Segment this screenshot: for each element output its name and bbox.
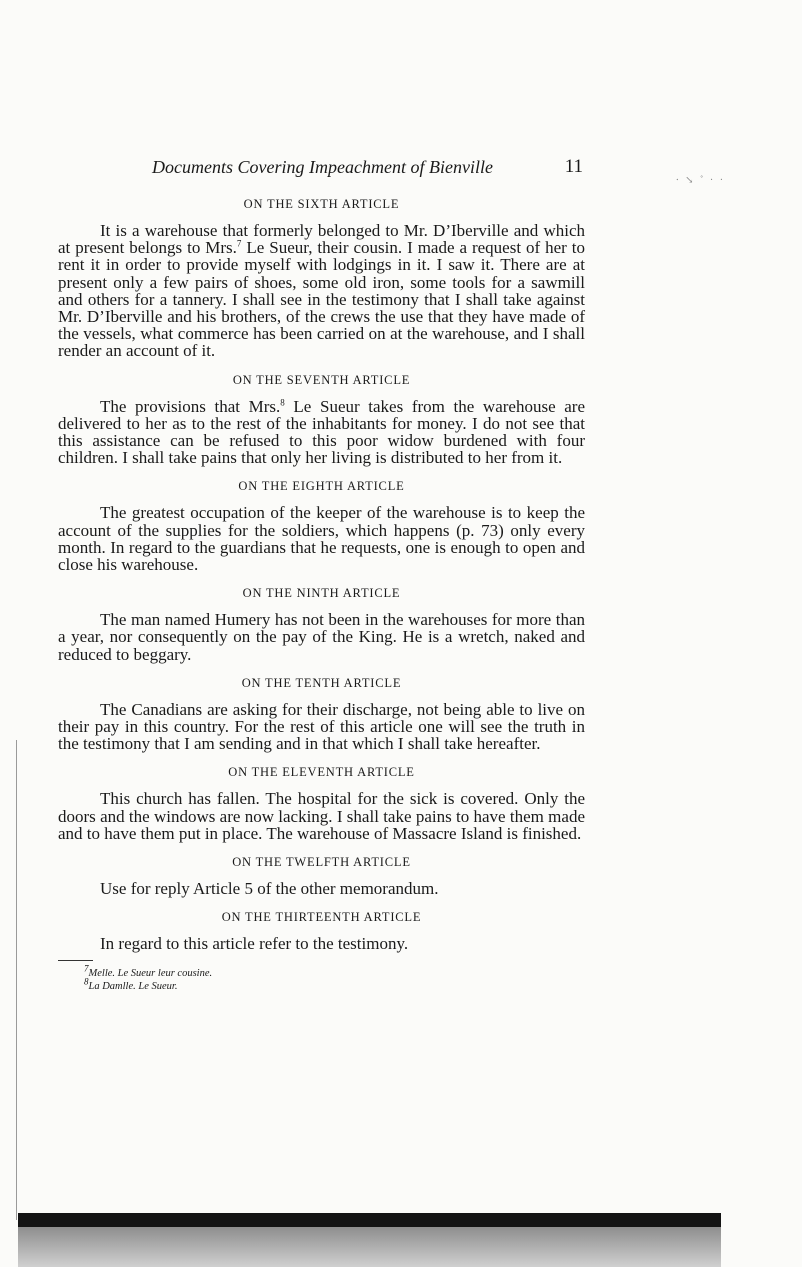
page-edge-line — [16, 740, 17, 1220]
section-heading-eleventh: ON THE ELEVENTH ARTICLE — [228, 765, 415, 780]
section-heading-eighth: ON THE EIGHTH ARTICLE — [238, 479, 405, 494]
running-title: Documents Covering Impeachment of Bienville — [152, 157, 493, 177]
scan-edge-bar — [18, 1213, 721, 1227]
paragraph-sixth — [58, 222, 585, 360]
paragraph-tenth: The Canadians are asking for their discharge, not being able to live on their pay in this country. For the rest of this article one will see the truth in the testimony that I am sending and in that which I shall take hereafter. — [58, 699, 585, 754]
paragraph-ninth: The man named Humery has not been in the warehouses for more than a year, nor consequently on the pay of the King. He is a wretch, naked and reduced to beggary. — [58, 610, 585, 664]
footnote-text-8: La Damlle. Le Sueur. — [88, 980, 178, 992]
page-number: 11 — [564, 156, 583, 177]
paragraph-eleventh: This church has fallen. The hospital for the sick is covered. Only the doors and the windows are now lacking. I shall take pains to have them made and to have them put in place. The warehouse of Massacre Island is finished. — [58, 789, 585, 843]
footnote-8 — [84, 976, 585, 994]
document-body — [58, 196, 585, 993]
footnote-text-7: Melle. Le Sueur leur cousine. — [88, 968, 213, 980]
section-heading-twelfth: ON THE TWELFTH ARTICLE — [232, 855, 411, 870]
paragraph-seventh — [58, 398, 585, 467]
running-head — [60, 155, 585, 181]
paragraph-seventh-part-1: The provisions that Mrs. — [100, 396, 281, 416]
scan-specks: ⸱ ↘ ˚ · · — [676, 175, 726, 186]
paragraph-sixth-part-1: It is a warehouse that formerly belonged to Mr. D’Iberville and which at present belongs to Mrs. — [58, 221, 585, 258]
paragraph-eighth: The greatest occupation of the keeper of the warehouse is to keep the account of the supplies for the soldiers, which happens (p. 73) only every month. In regard to the guardians that he requests, one is enough to open and close his warehouse. — [58, 503, 585, 575]
section-heading-ninth: ON THE NINTH ARTICLE — [242, 586, 401, 601]
paragraph-thirteenth: In regard to this article refer to the testimony. — [100, 934, 409, 954]
footnote-rule — [58, 960, 93, 961]
footnote-ref-8: 8 — [280, 396, 285, 407]
section-heading-tenth: ON THE TENTH ARTICLE — [241, 675, 402, 690]
section-heading-thirteenth: ON THE THIRTEENTH ARTICLE — [221, 910, 422, 925]
footnote-mark-8: 8 — [84, 976, 89, 987]
footnote-ref-7: 7 — [236, 238, 242, 249]
paragraph-seventh-part-2: Le Sueur takes from the warehouse are delivered to her as to the rest of the inhabitants for money. I do not see that this assistance can be refused to this poor widow burdened with four children. I shall take pains that only her living is distributed to her from it. — [58, 396, 585, 468]
section-heading-seventh: ON THE SEVENTH ARTICLE — [232, 372, 411, 387]
section-heading-sixth: ON THE SIXTH ARTICLE — [243, 197, 400, 211]
paragraph-twelfth: Use for reply Article 5 of the other memorandum. — [100, 879, 439, 899]
paragraph-sixth-part-2: Le Sueur, their cousin. I made a request of her to rent it in order to provide myself with lodgings in it. I saw it. There are at present only a few pairs of shoes, some old iron, some tools for a sawmill and others for a tannery. I shall see in the testimony that I shall take against Mr. D’Iberville and his brothers, of the crews the use that they have made of the vessels, what commerce has been carried on at the warehouse, and I shall render an account of it. — [58, 238, 585, 361]
footnote-mark-7: 7 — [84, 963, 89, 974]
footnote-7 — [84, 963, 585, 981]
scan-edge-shadow — [18, 1227, 721, 1267]
